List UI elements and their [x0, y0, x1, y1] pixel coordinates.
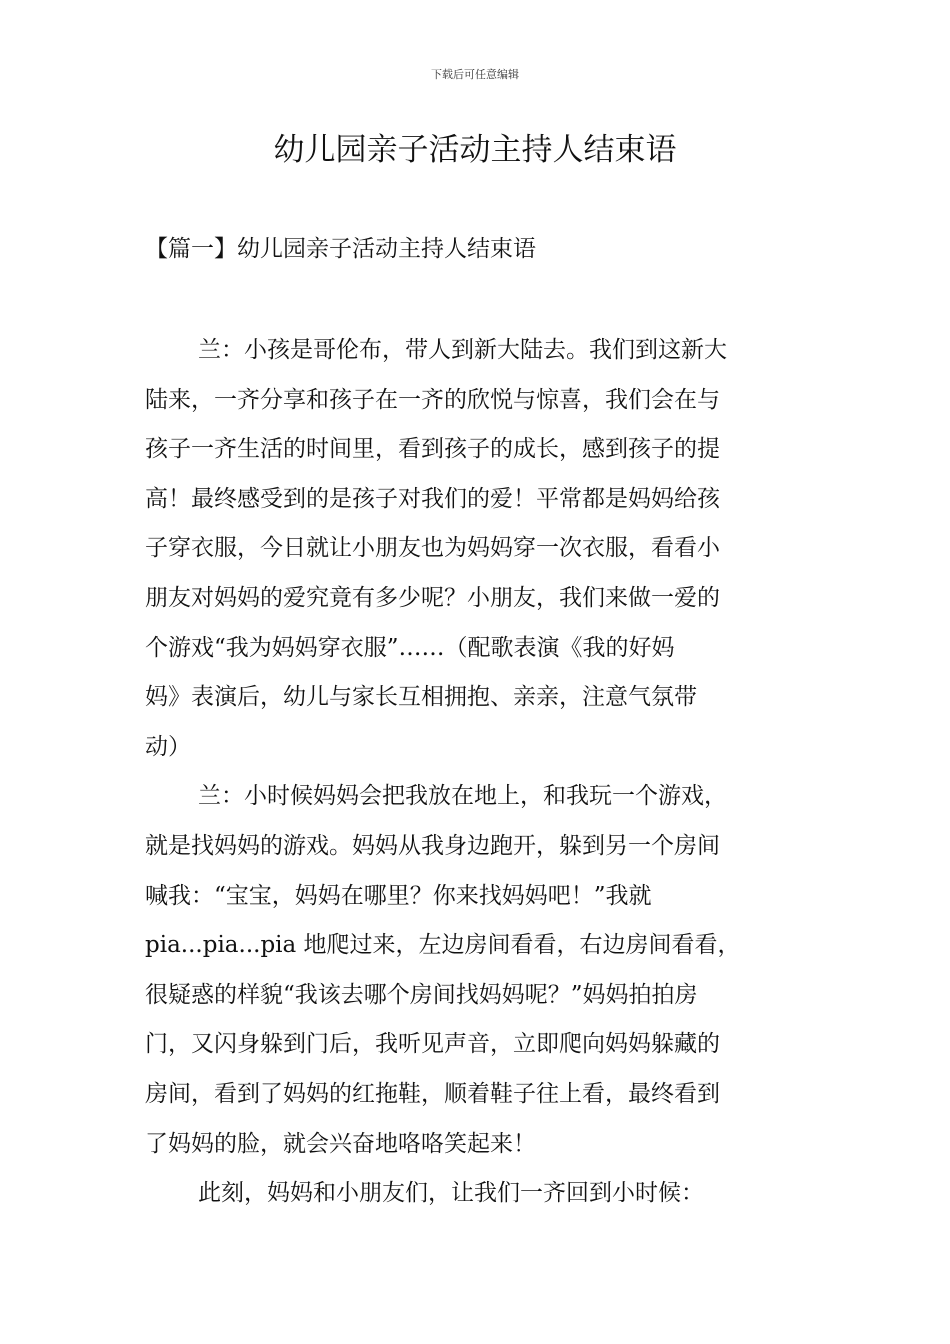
text-line: 门，又闪身躲到门后，我听见声音，立即爬向妈妈躲藏的	[145, 1031, 720, 1058]
text-line: 子穿衣服，今日就让小朋友也为妈妈穿一次衣服，看看小	[145, 535, 720, 562]
text-line: 此刻，妈妈和小朋友们，让我们一齐回到小时候：	[198, 1180, 704, 1207]
text-line: 朋友对妈妈的爱究竟有多少呢？小朋友，我们来做一爱的	[145, 584, 720, 611]
section-heading: 【篇一】幼儿园亲子活动主持人结束语	[145, 236, 536, 262]
paragraph-3	[145, 1169, 825, 1219]
document-body	[145, 326, 825, 1219]
text-line: 就是找妈妈的游戏。妈妈从我身边跑开，躲到另一个房间	[145, 832, 720, 859]
paragraph-1	[145, 326, 825, 772]
text-line: 喊我：“宝宝，妈妈在哪里？你来找妈妈吧！”我就	[145, 882, 652, 909]
text-line: pia...pia...pia 地爬过来，左边房间看看，右边房间看看，	[145, 932, 741, 959]
text-line: 个游戏“我为妈妈穿衣服”……（配歌表演《我的好妈	[145, 634, 675, 661]
text-line: 房间，看到了妈妈的红拖鞋，顺着鞋子往上看，最终看到	[145, 1080, 720, 1107]
text-line: 动）	[145, 733, 191, 760]
text-line: 很疑惑的样貌“我该去哪个房间找妈妈呢？”妈妈拍拍房	[145, 981, 698, 1008]
text-line: 陆来，一齐分享和孩子在一齐的欣悦与惊喜，我们会在与	[145, 386, 720, 413]
text-line: 兰：小孩是哥伦布，带人到新大陆去。我们到这新大	[198, 337, 727, 363]
document-title: 幼儿园亲子活动主持人结束语	[273, 132, 677, 168]
text-line: 妈》表演后，幼儿与家长互相拥抱、亲亲，注意气氛带	[145, 684, 697, 711]
text-line: 了妈妈的脸，就会兴奋地咯咯笑起来！	[145, 1130, 536, 1157]
page-header-note: 下载后可任意编辑	[431, 68, 519, 81]
text-line: 高！最终感受到的是孩子对我们的爱！平常都是妈妈给孩	[145, 485, 720, 512]
text-line: 孩子一齐生活的时间里，看到孩子的成长，感到孩子的提	[145, 436, 720, 463]
text-line: 兰：小时候妈妈会把我放在地上，和我玩一个游戏，	[198, 783, 727, 810]
paragraph-2	[145, 772, 825, 1169]
